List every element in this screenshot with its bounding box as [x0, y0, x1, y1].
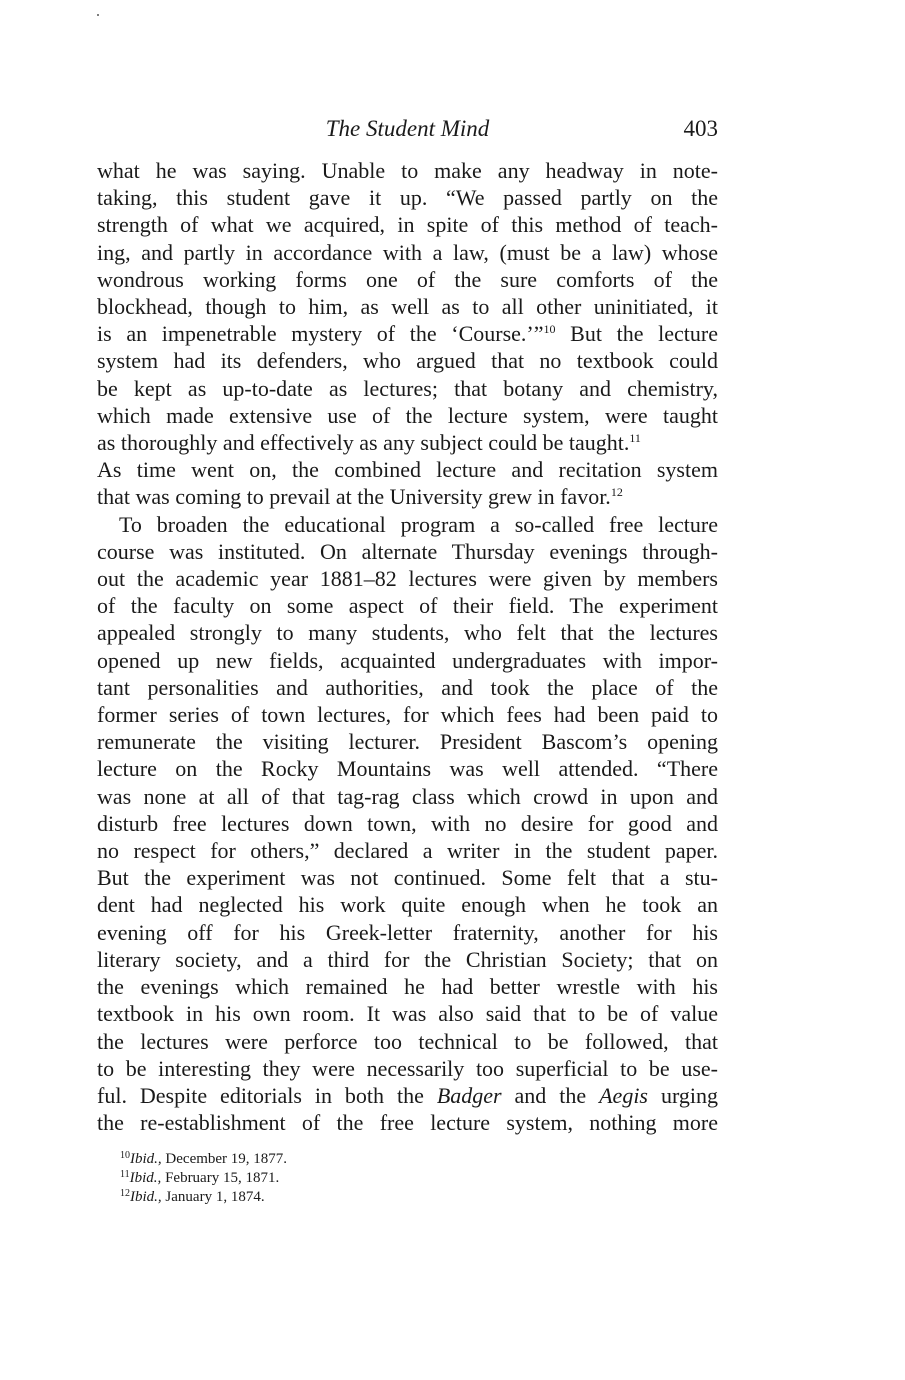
text-line: out the academic year 1881–82 lectures were given by members: [97, 566, 718, 592]
text-line: [97, 483, 718, 510]
text-line: the evenings which remained he had better wrestle with his: [97, 974, 718, 1000]
text-run: But the lecture: [555, 321, 718, 347]
text-line: appealed strongly to many students, who felt that the lectures: [97, 620, 718, 646]
paragraph-1: [97, 157, 718, 511]
footnote-number: 12: [120, 1188, 130, 1199]
footnote-ibid: Ibid.,: [130, 1151, 162, 1167]
text-line: [97, 429, 718, 456]
text-run: is an impenetrable mystery of the ‘Course.’”: [97, 321, 544, 347]
text-line: evening off for his Greek-letter fraternity, another for his: [97, 919, 718, 945]
text-line: the re-establishment of the free lecture system, nothing more: [97, 1110, 718, 1136]
page-number: 403: [683, 116, 718, 141]
footnote-text: December 19, 1877.: [161, 1151, 288, 1167]
text-line: As time went on, the combined lecture and recitation system: [97, 457, 718, 483]
footnotes: [120, 1150, 680, 1207]
footnote-ref: 11: [629, 431, 641, 446]
periodical-title-badger: Badger: [436, 1082, 502, 1108]
text-line: [97, 320, 718, 347]
text-line: wondrous working forms one of the sure comforts of the: [97, 266, 718, 292]
text-line: blockhead, though to him, as well as to all other uninitiated, it: [97, 294, 718, 320]
text-line: course was instituted. On alternate Thursday evenings through-: [97, 538, 718, 564]
running-head: [97, 114, 718, 148]
text-run: urging: [648, 1082, 718, 1108]
text-line: strength of what we acquired, in spite of this method of teach-: [97, 212, 718, 238]
text-line: to be interesting they were necessarily too superficial to be use-: [97, 1055, 718, 1081]
text-line: lecture on the Rocky Mountains was well attended. “There: [97, 756, 718, 782]
footnote-ibid: Ibid.,: [129, 1170, 162, 1186]
text-run: that was coming to prevail at the University grew in favor.: [97, 484, 611, 510]
text-line: remunerate the visiting lecturer. President Bascom’s opening: [97, 729, 718, 755]
running-title: The Student Mind: [325, 116, 490, 141]
text-line: of the faculty on some aspect of their field. The experiment: [97, 593, 718, 619]
footnote-number: 10: [120, 1150, 130, 1161]
text-line: was none at all of that tag-rag class which crowd in upon and: [97, 783, 718, 809]
text-line: former series of town lectures, for which fees had been paid to: [97, 702, 718, 728]
text-line: dent had neglected his work quite enough when he took an: [97, 892, 718, 918]
text-line: tant personalities and authorities, and took the place of the: [97, 674, 718, 700]
footnote-ibid: Ibid.,: [130, 1189, 162, 1205]
text-line: ing, and partly in accordance with a law, (must be a law) whose: [97, 239, 718, 265]
footnote-ref: 10: [543, 322, 556, 337]
footnote-ref: 12: [610, 485, 623, 500]
text-run: ful. Despite editorials in both the: [97, 1082, 437, 1108]
text-line: the lectures were perforce too technical to be followed, that: [97, 1028, 718, 1054]
footnote-10: [120, 1150, 680, 1169]
footnote-11: [120, 1169, 680, 1188]
text-line: But the experiment was not continued. Some felt that a stu-: [97, 865, 718, 891]
body-text: [97, 157, 718, 1136]
text-line: no respect for others,” declared a writer in the student paper.: [97, 838, 718, 864]
text-run: and the: [501, 1082, 600, 1108]
text-line: system had its defenders, who argued that no textbook could: [97, 348, 718, 374]
text-line: taking, this student gave it up. “We passed partly on the: [97, 185, 718, 211]
footnote-12: [120, 1188, 680, 1207]
periodical-title-aegis: Aegis: [599, 1082, 648, 1108]
footnote-number: 11: [120, 1169, 130, 1180]
footnote-text: January 1, 1874.: [161, 1189, 265, 1205]
text-line: To broaden the educational program a so-called free lecture: [119, 511, 718, 537]
text-line: which made extensive use of the lecture system, were taught: [97, 402, 718, 428]
text-run: as thoroughly and effectively as any subject could be taught.: [97, 430, 630, 456]
text-line: textbook in his own room. It was also said that to be of value: [97, 1001, 718, 1027]
footnote-text: February 15, 1871.: [161, 1170, 280, 1186]
text-line: be kept as up-to-date as lectures; that botany and chemistry,: [97, 375, 718, 401]
text-line: what he was saying. Unable to make any headway in note-: [97, 158, 718, 183]
paragraph-2: [97, 511, 718, 1137]
text-line: opened up new fields, acquainted undergraduates with impor-: [97, 647, 718, 673]
text-line: disturb free lectures down town, with no desire for good and: [97, 810, 718, 836]
text-line: literary society, and a third for the Christian Society; that on: [97, 946, 718, 972]
text-line: [97, 1082, 718, 1109]
scan-speck: [97, 14, 99, 16]
